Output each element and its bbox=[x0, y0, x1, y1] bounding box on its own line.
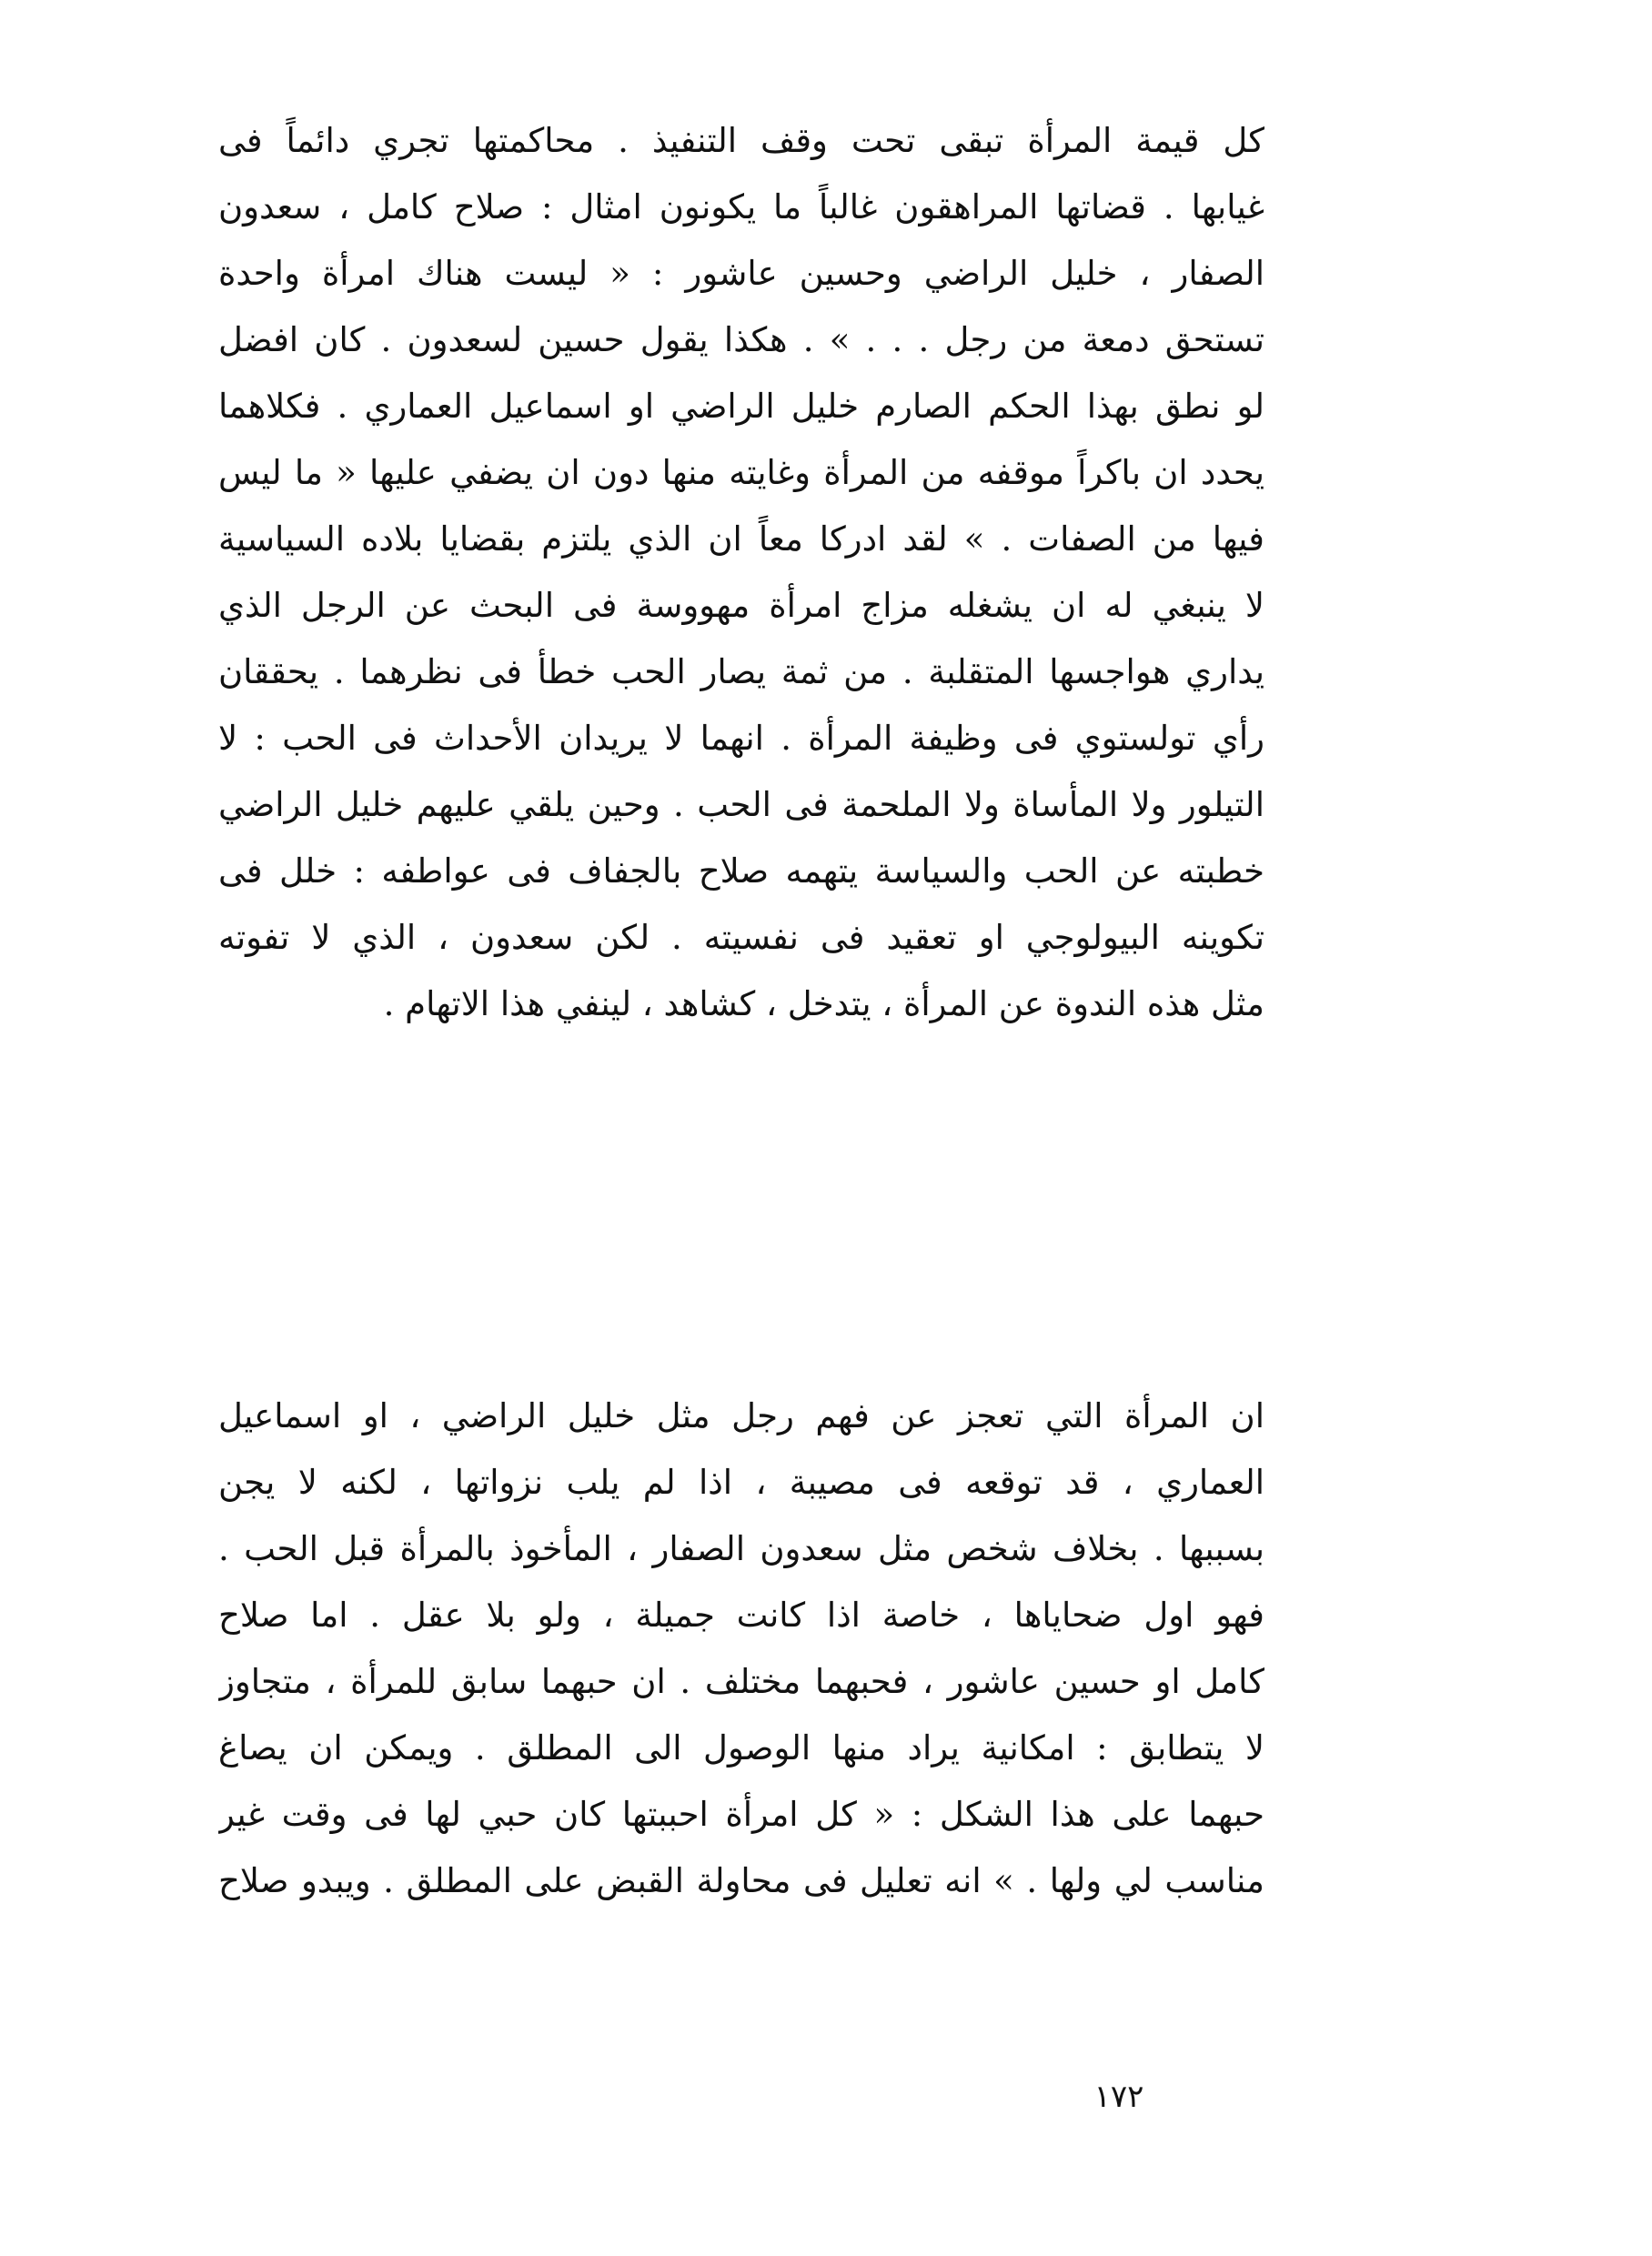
text-line: يداري هواجسها المتقلبة . من ثمة يصار الحب خطأ فى نظرهما . يحققان bbox=[218, 652, 1264, 691]
text-line: خطبته عن الحب والسياسة يتهمه صلاح بالجفاف فى عواطفه : خلل فى bbox=[218, 851, 1264, 891]
text-line: رأي تولستوي فى وظيفة المرأة . انهما لا يريدان الأحداث فى الحب : لا bbox=[218, 719, 1264, 758]
paragraph-1 bbox=[218, 107, 1264, 1037]
text-line: لو نطق بهذا الحكم الصارم خليل الراضي او اسماعيل العماري . فكلاهما bbox=[218, 387, 1264, 426]
text-line: كامل او حسين عاشور ، فحبهما مختلف . ان حبهما سابق للمرأة ، متجاوز bbox=[218, 1662, 1264, 1701]
text-line: تكوينه البيولوجي او تعقيد فى نفسيته . لكن سعدون ، الذي لا تفوته bbox=[218, 918, 1264, 957]
text-line: تستحق دمعة من رجل . . . » . هكذا يقول حسين لسعدون . كان افضل bbox=[218, 320, 1264, 359]
text-line: غيابها . قضاتها المراهقون غالباً ما يكونون امثال : صلاح كامل ، سعدون bbox=[218, 187, 1264, 227]
text-line: التيلور ولا المأساة ولا الملحمة فى الحب . وحين يلقي عليهم خليل الراضي bbox=[218, 785, 1264, 824]
text-line: حبهما على هذا الشكل : « كل امرأة احببتها كان حبي لها فى وقت غير bbox=[218, 1795, 1264, 1834]
paragraph-2 bbox=[218, 1383, 1264, 1914]
text-line: مثل هذه الندوة عن المرأة ، يتدخل ، كشاهد ، لينفي هذا الاتهام . bbox=[383, 984, 1264, 1023]
text-line: يحدد ان باكراً موقفه من المرأة وغايته منها دون ان يضفي عليها « ما ليس bbox=[218, 453, 1264, 492]
text-line: مناسب لي ولها . » انه تعليل فى محاولة القبض على المطلق . ويبدو صلاح bbox=[218, 1861, 1264, 1900]
text-line: لا يتطابق : امكانية يراد منها الوصول الى المطلق . ويمكن ان يصاغ bbox=[218, 1728, 1264, 1768]
text-line: العماري ، قد توقعه فى مصيبة ، اذا لم يلب نزواتها ، لكنه لا يجن bbox=[218, 1463, 1264, 1502]
text-line: فهو اول ضحاياها ، خاصة اذا كانت جميلة ، ولو بلا عقل . اما صلاح bbox=[218, 1596, 1264, 1635]
text-line: ان المرأة التي تعجز عن فهم رجل مثل خليل الراضي ، او اسماعيل bbox=[218, 1396, 1264, 1435]
text-line: الصفار ، خليل الراضي وحسين عاشور : « ليست هناك امرأة واحدة bbox=[218, 254, 1264, 293]
page-number: ١٧٢ bbox=[1093, 2079, 1144, 2115]
text-line: فيها من الصفات . » لقد ادركا معاً ان الذي يلتزم بقضايا بلاده السياسية bbox=[218, 519, 1264, 559]
text-line: كل قيمة المرأة تبقى تحت وقف التنفيذ . محاكمتها تجري دائماً فى bbox=[218, 121, 1264, 160]
text-line: لا ينبغي له ان يشغله مزاج امرأة مهووسة فى البحث عن الرجل الذي bbox=[218, 586, 1264, 625]
text-line: بسببها . بخلاف شخص مثل سعدون الصفار ، المأخوذ بالمرأة قبل الحب . bbox=[218, 1529, 1264, 1568]
